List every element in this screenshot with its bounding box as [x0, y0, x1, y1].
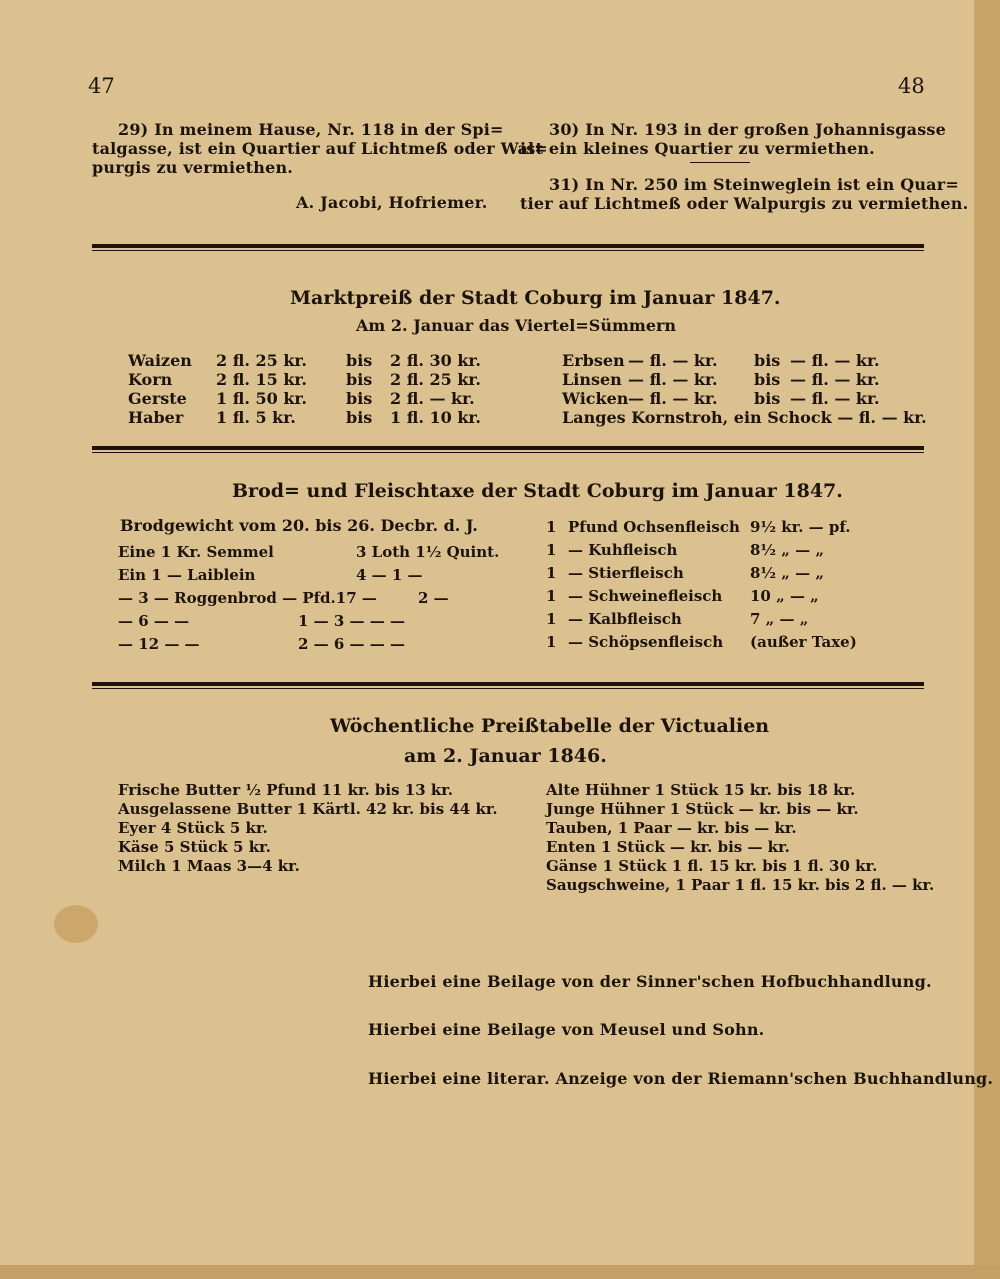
meat-price: 9½ kr. — pf.	[750, 518, 851, 536]
supplement-2: Hierbei eine Beilage von Meusel und Sohn.	[368, 1020, 765, 1039]
legume-from: — fl. — kr.	[628, 351, 718, 370]
legume-from: — fl. — kr.	[628, 389, 718, 408]
bread-weight: 3 Loth 1½ Quint.	[356, 543, 500, 561]
ad29-line2: talgasse, ist ein Quartier auf Lichtmeß oder Wal=	[92, 139, 548, 158]
grain-to: 1 fl. 10 kr.	[390, 408, 481, 427]
ad29-signature: A. Jacobi, Hofriemer.	[296, 193, 488, 212]
legume-from: — fl. — kr.	[628, 370, 718, 389]
legume-name: Linsen	[562, 370, 622, 389]
bread-title: Brod= und Fleischtaxe der Stadt Coburg im Januar 1847.	[232, 480, 843, 502]
meat-price: 8½ „ — „	[750, 541, 825, 559]
victual-item: Alte Hühner 1 Stück 15 kr. bis 18 kr.	[546, 781, 856, 799]
grain-name: Gerste	[128, 389, 187, 408]
meat-qty: 1	[546, 610, 557, 628]
supplement-3: Hierbei eine literar. Anzeige von der Riemann'schen Buchhandlung.	[368, 1069, 994, 1088]
meat-item: Pfund Ochsenfleisch	[568, 518, 740, 536]
meat-qty: 1	[546, 633, 557, 651]
grain-name: Korn	[128, 370, 173, 389]
meat-qty: 1	[546, 564, 557, 582]
section-divider	[92, 682, 924, 689]
grain-from: 1 fl. 5 kr.	[216, 408, 296, 427]
legume-name: Erbsen	[562, 351, 625, 370]
victual-item: Gänse 1 Stück 1 fl. 15 kr. bis 1 fl. 30 kr.	[546, 857, 878, 875]
market-subtitle: Am 2. Januar das Viertel=Sümmern	[356, 316, 677, 335]
grain-to: 2 fl. — kr.	[390, 389, 475, 408]
straw-price: Langes Kornstroh, ein Schock — fl. — kr.	[562, 408, 927, 427]
victual-item: Junge Hühner 1 Stück — kr. bis — kr.	[546, 800, 859, 818]
page-number-left: 47	[88, 74, 115, 98]
grain-bis: bis	[346, 389, 373, 408]
meat-price: 7 „ — „	[750, 610, 809, 628]
meat-item: — Kalbfleisch	[568, 610, 682, 628]
victual-item: Eyer 4 Stück 5 kr.	[118, 819, 268, 837]
bread-item: — 6 — —	[118, 612, 190, 630]
page-number-right: 48	[898, 74, 925, 98]
paper-stain	[54, 905, 98, 943]
victual-item: Saugschweine, 1 Paar 1 fl. 15 kr. bis 2 fl. — kr.	[546, 876, 935, 894]
victual-item: Käse 5 Stück 5 kr.	[118, 838, 271, 856]
bread-item: — 12 — —	[118, 635, 200, 653]
bread-item: — 3 — Roggenbrod — Pfd.17 —	[118, 589, 377, 607]
ad-separator	[690, 162, 750, 163]
ad29-line1: 29) In meinem Hause, Nr. 118 in der Spi=	[118, 120, 504, 139]
grain-name: Waizen	[128, 351, 192, 370]
market-title: Marktpreiß der Stadt Coburg im Januar 1847.	[290, 287, 781, 309]
grain-bis: bis	[346, 370, 373, 389]
ad30-line2: ist ein kleines Quartier zu vermiethen.	[520, 139, 875, 158]
grain-bis: bis	[346, 408, 373, 427]
meat-item: — Kuhfleisch	[568, 541, 678, 559]
ad31-line1: 31) In Nr. 250 im Steinweglein ist ein Quar=	[549, 175, 959, 194]
meat-price: (außer Taxe)	[750, 633, 857, 651]
meat-price: 10 „ — „	[750, 587, 819, 605]
victual-item: Ausgelassene Butter 1 Kärtl. 42 kr. bis 44 kr.	[118, 800, 498, 818]
legume-bis: bis	[754, 389, 781, 408]
bread-weight: 4 — 1 —	[356, 566, 423, 584]
grain-to: 2 fl. 25 kr.	[390, 370, 481, 389]
weekly-title: Wöchentliche Preißtabelle der Victualien	[330, 715, 770, 737]
section-divider	[92, 446, 924, 453]
victual-item: Enten 1 Stück — kr. bis — kr.	[546, 838, 790, 856]
page-bottom-edge	[0, 1265, 1000, 1279]
legume-name: Wicken	[562, 389, 629, 408]
meat-item: — Stierfleisch	[568, 564, 684, 582]
victual-item: Milch 1 Maas 3—4 kr.	[118, 857, 300, 875]
grain-from: 2 fl. 15 kr.	[216, 370, 307, 389]
meat-price: 8½ „ — „	[750, 564, 825, 582]
legume-to: — fl. — kr.	[790, 351, 880, 370]
legume-to: — fl. — kr.	[790, 389, 880, 408]
weekly-date: am 2. Januar 1846.	[404, 745, 607, 767]
ad29-line3: purgis zu vermiethen.	[92, 158, 294, 177]
grain-to: 2 fl. 30 kr.	[390, 351, 481, 370]
victual-item: Tauben, 1 Paar — kr. bis — kr.	[546, 819, 797, 837]
bread-item: Ein 1 — Laiblein	[118, 566, 256, 584]
bread-weight: 1 — 3 — — —	[298, 612, 405, 630]
meat-qty: 1	[546, 587, 557, 605]
bread-subtitle: Brodgewicht vom 20. bis 26. Decbr. d. J.	[120, 516, 478, 535]
meat-qty: 1	[546, 541, 557, 559]
meat-item: — Schweinefleisch	[568, 587, 723, 605]
ad30-line1: 30) In Nr. 193 in der großen Johannisgasse	[549, 120, 947, 139]
victual-item: Frische Butter ½ Pfund 11 kr. bis 13 kr.	[118, 781, 454, 799]
bread-weight: 2 — 6 — — —	[298, 635, 405, 653]
weekly-right-list	[546, 781, 934, 895]
legume-bis: bis	[754, 370, 781, 389]
meat-qty: 1	[546, 518, 557, 536]
weekly-left-list	[118, 781, 498, 876]
grain-from: 1 fl. 50 kr.	[216, 389, 307, 408]
grain-from: 2 fl. 25 kr.	[216, 351, 307, 370]
meat-item: — Schöpsenfleisch	[568, 633, 724, 651]
legume-to: — fl. — kr.	[790, 370, 880, 389]
section-divider	[92, 244, 924, 251]
bread-weight: 2 —	[418, 589, 449, 607]
grain-bis: bis	[346, 351, 373, 370]
supplement-1: Hierbei eine Beilage von der Sinner'schen Hofbuchhandlung.	[368, 972, 932, 991]
bread-item: Eine 1 Kr. Semmel	[118, 543, 274, 561]
legume-bis: bis	[754, 351, 781, 370]
grain-name: Haber	[128, 408, 184, 427]
ad31-line2: tier auf Lichtmeß oder Walpurgis zu vermiethen.	[520, 194, 969, 213]
